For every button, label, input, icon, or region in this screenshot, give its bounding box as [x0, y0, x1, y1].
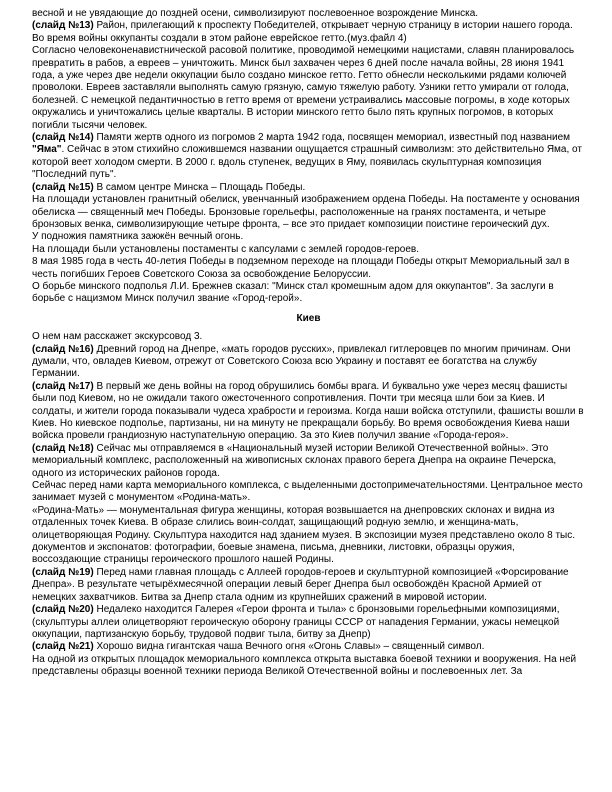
slide-marker: (слайд №19)	[32, 566, 94, 578]
paragraph: О нем нам расскажет экскурсовод 3.	[32, 331, 203, 343]
paragraph: О борьбе минского подполья Л.И. Брежнев сказал: "Минск стал кромешным адом для оккупантов". За заслуги в борьбе с нацизмом Минск получил звание «Город-герой».	[32, 280, 554, 305]
paragraph: весной и не увядающие до поздней осени, символизируют послевоенное возрождение Минска.	[32, 8, 479, 19]
paragraph-slide-16: (слайд №16) Древний город на Днепре, «мать городов русских», привлекал гитлеровцев по многим причинам. Они думали, что, овладев Киевом, отрежут от Советского Союза всю Украину и поставят ее богатства на службу Германии.	[32, 343, 571, 380]
slide-marker: (слайд №13)	[32, 20, 94, 32]
slide-marker: (слайд №15)	[32, 181, 94, 193]
slide-marker: (слайд №20)	[32, 604, 94, 616]
slide-marker: (слайд №17)	[32, 380, 94, 392]
bold-term: "Яма"	[32, 144, 62, 156]
paragraph-slide-15: (слайд №15) В самом центре Минска – Площадь Победы.	[32, 181, 306, 193]
paragraph-slide-14: (слайд №14) Памяти жертв одного из погромов 2 марта 1942 года, посвящен мемориал, известный под названием "Яма". Сейчас в этом стихийно сложившемся названии ощущается страшный символизм: это действительно Яма, от которой веет холодом смерти. В 2000 г. вдоль ступенек, ведущих в Яму, появилась скульптурная композиция "Последний путь".	[32, 132, 582, 181]
slide-marker: (слайд №14)	[32, 132, 94, 144]
paragraph-slide-17: (слайд №17) В первый же день войны на город обрушились бомбы врага. И буквально уже через месяц фашисты были под Киевом, но не ожидали такого ожесточенного сопротивления. Почти три месяца шли бои за Киев. И солдаты, и жители города показывали чудеса храбрости и героизма. Когда наши войска отступили, фашисты вошли в Киев. Но киевское подполье, партизаны, ни на минуту не прекращали борьбу. Во время освобождения Киева наши войска провели грандиозную наступательную операцию. За это Киев получил звание «Города-героя».	[32, 380, 584, 442]
paragraph: 8 мая 1985 года в честь 40-летия Победы в подземном переходе на площади Победы открыт Мемориальный зал в честь погибших Героев Советского Союза за освобождение Белоруссии.	[32, 256, 570, 280]
paragraph: На площади установлен гранитный обелиск, увенчанный изображением ордена Победы. На постаменте у основания обелиска — священный меч Победы. Бронзовые горельефы, расположенные на гранях постамента, и четыре бронзовых венка, символизирующие четыре фронта, – все это придает композиции поистине героический дух.	[32, 194, 580, 230]
paragraph-slide-13: (слайд №13) Район, прилегающий к проспекту Победителей, открывает черную страницу в истории нашего города. Во время войны оккупанты создали в этом районе еврейское гетто.(муз.файл 4)	[32, 20, 573, 44]
paragraph-slide-19: (слайд №19) Перед нами главная площадь с Аллеей городов-героев и скульптурной композицией «Форсирование Днепра». В результате четырёхмесячной операции левый берег Днепра был освобождён Красной Армией от немецких захватчиков. Битва за Днепр стала одним из крупнейших сражений в мировой истории.	[32, 566, 569, 603]
paragraph: Сейчас перед нами карта мемориального комплекса, с выделенными достопримечательностями. Центральное место занимает музей с монументом «Родина-мать».	[32, 480, 583, 504]
slide-marker: (слайд №21)	[32, 641, 94, 653]
slide-marker: (слайд №18)	[32, 442, 94, 454]
slide-marker: (слайд №16)	[32, 343, 94, 355]
paragraph: Согласно человеконенавистнической расовой политике, проводимой немецкими нацистами, славян планировалось превратить в рабов, а евреев – уничтожить. Минск был захвачен через 6 дней после начала войны, 28 июня 1941 года, а уже через две недели оккупации было создано минское гетто. Гетто обнесли несколькими рядами колючей проволоки. Евреев заставляли выполнять самую грязную, самую тяжелую работу. Узники гетто умирали от голода, болезней. С немецкой педантичностью в гетто время от времени устраивались массовые погромы, в ходе которых окружались и уничтожались целые кварталы. В истории минского гетто было пять крупных погромов, в которых погибли тысячи человек.	[32, 45, 575, 131]
paragraph: На одной из открытых площадок мемориального комплекса открыта выставка боевой техники и вооружения. На ней представлены образцы военной техники периода Великой Отечественной войны и послевоенных лет. За	[32, 653, 577, 678]
paragraph-slide-21: (слайд №21) Хорошо видна гигантская чаша Вечного огня «Огонь Славы» – священный символ.	[32, 641, 485, 653]
paragraph-slide-18: (слайд №18) Сейчас мы отправляемся в «Национальный музей истории Великой Отечественной войны». Это мемориальный комплекс, расположенный на живописных склонах правого берега Днепра на окраине Печерска, одного из исторических районов города.	[32, 442, 557, 479]
paragraph-slide-20: (слайд №20) Недалеко находится Галерея «Герои фронта и тыла» с бронзовыми горельефными композициями, (скульптуры аллеи олицетворяют героическую оборону границы СССР от нападения Германии, ужасы немецкой оккупации, партизанскую борьбу, трудовой подвиг тыла, битву за Днепр)	[32, 604, 560, 640]
section-heading: Киев	[296, 312, 321, 324]
paragraph: «Родина-Мать» — монументальная фигура женщины, которая возвышается на днепровских склонах и видна из отдаленных точек Киева. В образе слились воин-солдат, защищающий родную землю, и женщина-мать, олицетворяющая Родину. Скульптура находится над зданием музея. В экспозиции музея представлено около 8 тыс. документов и экспонатов: фотографии, боевые знамена, письма, дневники, листовки, образцы оружия, воссоздающие страницы героического прошлого нашей Родины.	[32, 504, 576, 566]
paragraph: У подножия памятника зажжён вечный огонь.	[32, 231, 244, 243]
paragraph: На площади были установлены постаменты с капсулами с землей городов-героев.	[32, 243, 419, 255]
